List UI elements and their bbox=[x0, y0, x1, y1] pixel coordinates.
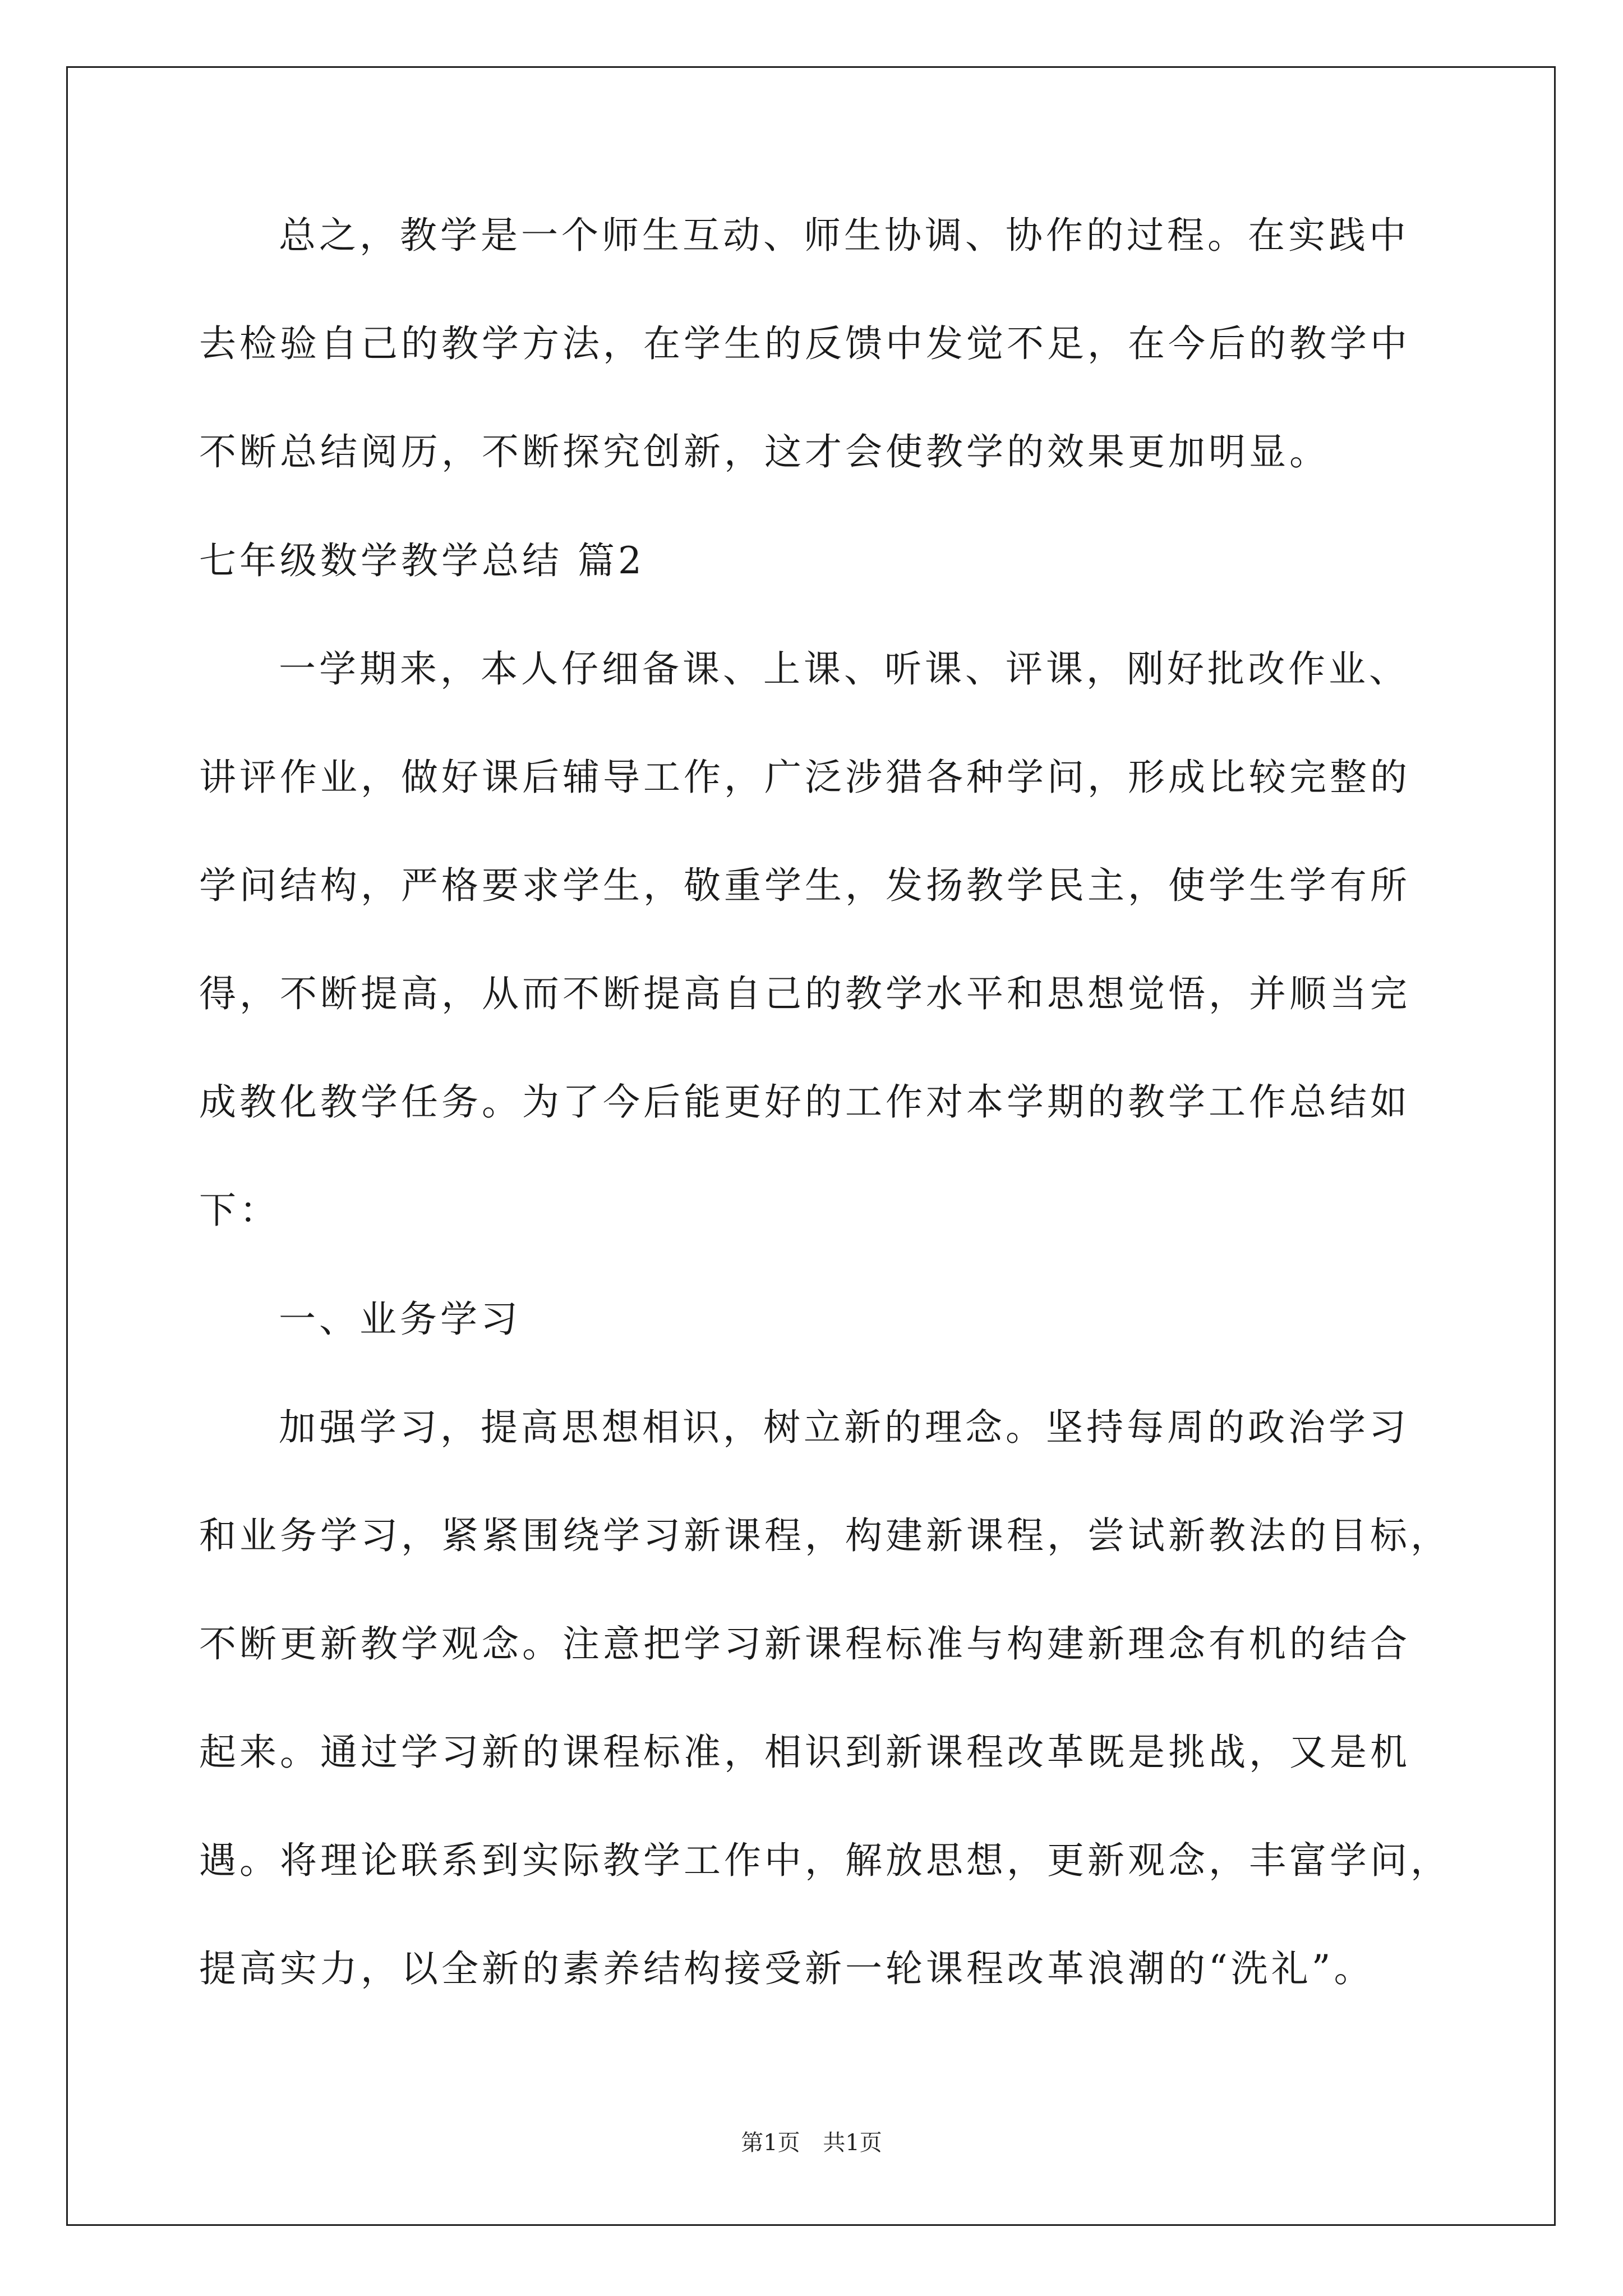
paragraph-2-line-6: 下： bbox=[199, 1189, 280, 1232]
paragraph-3-line-5: 遇。将理论联系到实际教学工作中，解放思想，更新观念，丰富学问， bbox=[199, 1839, 1451, 1882]
paragraph-2-line-5: 成教化教学任务。为了今后能更好的工作对本学期的教学工作总结如 bbox=[199, 1080, 1410, 1124]
paragraph-3-line-2: 和业务学习，紧紧围绕学习新课程，构建新课程，尝试新教法的目标， bbox=[199, 1514, 1451, 1557]
paragraph-1-line-1: 总之，教学是一个师生互动、师生协调、协作的过程。在实践中 bbox=[279, 214, 1409, 257]
paragraph-3-line-6: 提高实力，以全新的素养结构接受新一轮课程改革浪潮的“洗礼”。 bbox=[199, 1947, 1375, 1990]
page-footer bbox=[0, 2126, 1623, 2160]
paragraph-3-line-4: 起来。通过学习新的课程标准，相识到新课程改革既是挑战，又是机 bbox=[199, 1731, 1410, 1774]
paragraph-1-line-2: 去检验自己的教学方法，在学生的反馈中发觉不足，在今后的教学中 bbox=[199, 322, 1410, 365]
paragraph-2-line-3: 学问结构，严格要求学生，敬重学生，发扬教学民主，使学生学有所 bbox=[199, 864, 1410, 907]
page-number: 第1页 bbox=[741, 2130, 800, 2156]
paragraph-2-line-2: 讲评作业，做好课后辅导工作，广泛涉猎各种学问，形成比较完整的 bbox=[199, 756, 1410, 799]
page-total: 共1页 bbox=[823, 2130, 882, 2156]
page-border bbox=[66, 66, 1556, 2226]
subsection-heading: 一、业务学习 bbox=[279, 1297, 521, 1341]
section-title: 七年级数学教学总结 篇2 bbox=[199, 539, 645, 582]
paragraph-2-line-1: 一学期来，本人仔细备课、上课、听课、评课，刚好批改作业、 bbox=[279, 647, 1409, 691]
paragraph-3-line-1: 加强学习，提高思想相识，树立新的理念。坚持每周的政治学习 bbox=[279, 1406, 1409, 1449]
paragraph-1-line-3: 不断总结阅历，不断探究创新，这才会使教学的效果更加明显。 bbox=[199, 430, 1330, 473]
paragraph-2-line-4: 得，不断提高，从而不断提高自己的教学水平和思想觉悟，并顺当完 bbox=[199, 972, 1410, 1015]
paragraph-3-line-3: 不断更新教学观念。注意把学习新课程标准与构建新理念有机的结合 bbox=[199, 1622, 1410, 1665]
